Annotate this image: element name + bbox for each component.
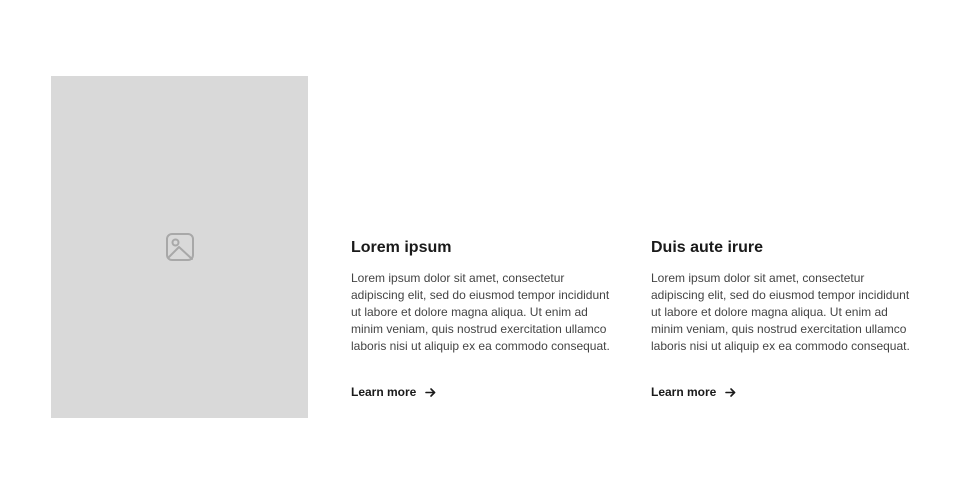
card-description: Lorem ipsum dolor sit amet, consectetur adipiscing elit, sed do eiusmod tempor incididunt ut labore et dolore magna aliqua. Ut enim ad minim veniam, quis nostrud exercitation ullamco laboris nisi ut aliquip ex ea commodo consequat. bbox=[351, 271, 610, 353]
card-title: Lorem ipsum bbox=[351, 239, 452, 256]
image-icon bbox=[165, 232, 195, 262]
feature-card-lorem-ipsum bbox=[351, 238, 613, 401]
card-title: Duis aute irure bbox=[651, 239, 764, 256]
learn-more-link[interactable] bbox=[651, 384, 736, 400]
arrow-right-icon bbox=[725, 387, 736, 398]
feature-card-duis-aute-irure bbox=[651, 238, 913, 401]
learn-more-link[interactable] bbox=[351, 384, 436, 400]
image-placeholder bbox=[51, 76, 308, 418]
learn-more-label: Learn more bbox=[351, 385, 417, 399]
learn-more-label: Learn more bbox=[651, 385, 717, 399]
card-description: Lorem ipsum dolor sit amet, consectetur adipiscing elit, sed do eiusmod tempor incididunt ut labore et dolore magna aliqua. Ut enim ad minim veniam, quis nostrud exercitation ullamco laboris nisi ut aliquip ex ea commodo consequat. bbox=[651, 271, 910, 353]
arrow-right-icon bbox=[425, 387, 436, 398]
